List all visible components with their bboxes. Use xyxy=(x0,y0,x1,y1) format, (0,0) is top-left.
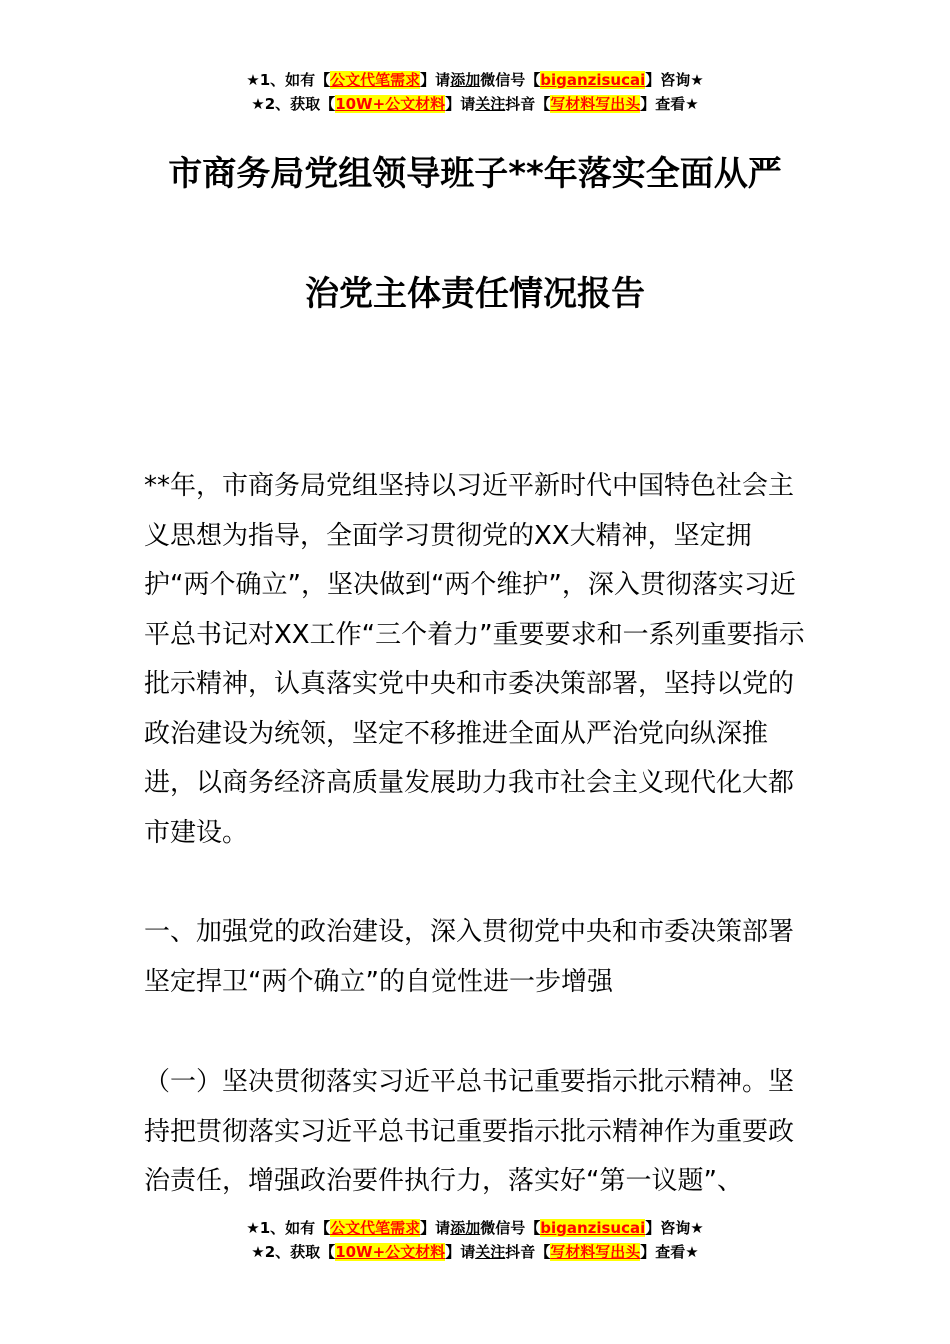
banner-line-2 xyxy=(0,1240,950,1264)
banner-underlined: 添加 xyxy=(450,1219,481,1237)
banner-highlight: 写材料写出头 xyxy=(550,1243,641,1261)
banner-text: 抖音【 xyxy=(505,95,551,113)
banner-text: 】查看★ xyxy=(640,1243,699,1261)
banner-text: ★1、如有【 xyxy=(246,1219,331,1237)
subsection-paragraph: （一）坚决贯彻落实习近平总书记重要指示批示精神。坚持把贯彻落实习近平总书记重要指示批示精神作为重要政治责任，增强政治要件执行力，落实好“第一议题”、 xyxy=(144,1067,795,1196)
banner-highlight: 10W+公文材料 xyxy=(335,95,446,113)
banner-text: 】请 xyxy=(420,1219,451,1237)
intro-paragraph: **年，市商务局党组坚持以习近平新时代中国特色社会主义思想为指导，全面学习贯彻党的XX大精神，坚定拥护“两个确立”，坚决做到“两个维护”，深入贯彻落实习近平总书记对XX工作“三个着力”重要要求和一系列重要指示批示精神，认真落实党中央和市委决策部署，坚持以党的政治建设为统领，坚定不移推进全面从严治党向纵深推进，以商务经济高质量发展助力我市社会主义现代化大都市建设。 xyxy=(144,471,805,848)
banner-text: 】请 xyxy=(420,71,451,89)
document-title-line-2: 治党主体责任情况报告 xyxy=(305,274,645,314)
banner-text: 】请 xyxy=(445,1243,476,1261)
banner-highlight: 公文代笔需求 xyxy=(330,71,421,89)
banner-text: ★1、如有【 xyxy=(246,71,331,89)
banner-highlight: biganzisucai xyxy=(540,1219,646,1237)
banner-text: ★2、获取【 xyxy=(251,95,336,113)
banner-line-1 xyxy=(0,68,950,92)
banner-text: ★2、获取【 xyxy=(251,1243,336,1261)
banner-highlight: biganzisucai xyxy=(540,71,646,89)
banner-text: 抖音【 xyxy=(505,1243,551,1261)
section-heading: 一、加强党的政治建设，深入贯彻党中央和市委决策部署坚定捍卫“两个确立”的自觉性进一步增强 xyxy=(144,917,795,997)
footer-banner xyxy=(0,1216,950,1264)
banner-text: 】请 xyxy=(445,95,476,113)
header-banner xyxy=(0,68,950,116)
banner-underlined: 关注 xyxy=(475,1243,506,1261)
banner-text: 微信号【 xyxy=(480,1219,541,1237)
banner-highlight: 10W+公文材料 xyxy=(335,1243,446,1261)
banner-underlined: 添加 xyxy=(450,71,481,89)
banner-line-1 xyxy=(0,1216,950,1240)
banner-text: 】查看★ xyxy=(640,95,699,113)
banner-text: 微信号【 xyxy=(480,71,541,89)
banner-highlight: 公文代笔需求 xyxy=(330,1219,421,1237)
banner-highlight: 写材料写出头 xyxy=(550,95,641,113)
document-title-line-1: 市商务局党组领导班子**年落实全面从严 xyxy=(168,154,782,194)
banner-text: 】咨询★ xyxy=(645,1219,704,1237)
banner-underlined: 关注 xyxy=(475,95,506,113)
banner-text: 】咨询★ xyxy=(645,71,704,89)
banner-line-2 xyxy=(0,92,950,116)
